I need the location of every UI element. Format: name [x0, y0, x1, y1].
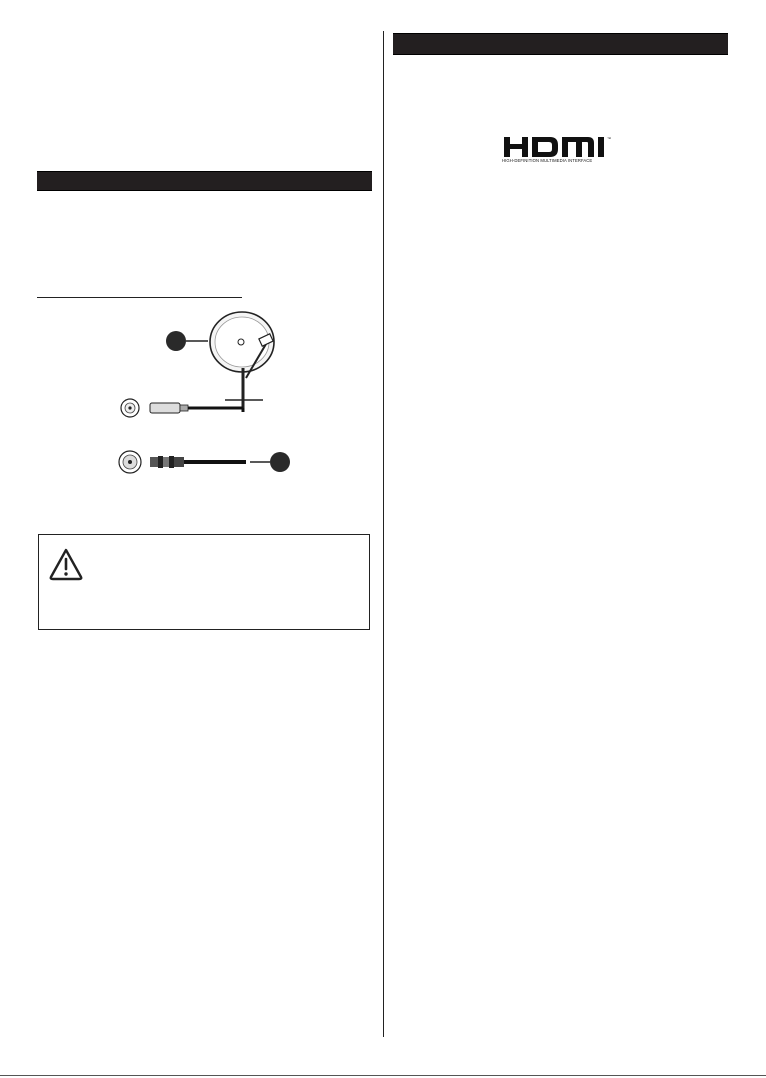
callout-marker-bottom: [250, 452, 290, 472]
column-divider: [383, 31, 384, 1037]
lower-connector: [119, 451, 246, 473]
warning-triangle-icon: [48, 547, 84, 581]
section-header-bar-right: [393, 33, 728, 55]
section-header-bar-left: [37, 171, 372, 191]
warning-box: [38, 534, 370, 630]
hdmi-logo-subtitle: HIGH-DEFINITION MULTIMEDIA INTERFACE: [502, 158, 593, 163]
footer-rule: [0, 1075, 766, 1076]
satellite-connection-diagram: [100, 300, 320, 490]
upper-connector: [121, 399, 243, 417]
satellite-dish-icon: [210, 312, 274, 412]
subheading-underline: [37, 297, 242, 298]
hdmi-trademark: ™: [607, 136, 611, 141]
callout-marker-top: [166, 331, 208, 351]
